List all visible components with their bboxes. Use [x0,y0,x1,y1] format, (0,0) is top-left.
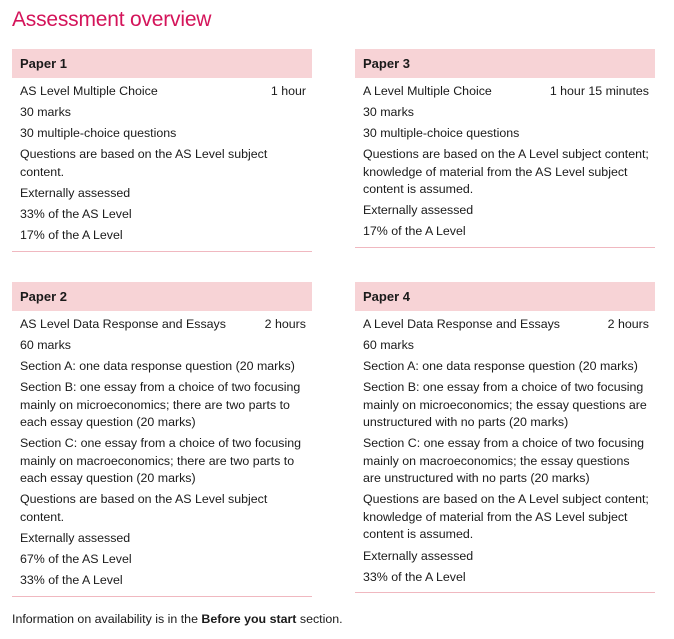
paper-4-line: Questions are based on the A Level subject content; knowledge of material from the AS Level subject content is assumed. [363,492,649,542]
paper-1-line: 33% of the AS Level [20,206,132,221]
paper-1-duration: 1 hour [270,84,306,98]
paper-1-line: Questions are based on the AS Level subject content. [20,147,268,179]
footnote-text-start: Information on availability is in the [12,612,202,626]
paper-2-line: Section A: one data response question (20 marks) [20,359,295,374]
paper-3-line: Questions are based on the A Level subject content; knowledge of material from the AS Level subject content is assumed. [363,147,649,197]
paper-1-title-row [20,83,312,101]
paper-4-header: Paper 4 [355,282,655,311]
paper-2-line: Section B: one essay from a choice of two focusing mainly on microeconomics; there are two parts to each essay question (20 marks) [20,380,301,430]
paper-1-line: Externally assessed [20,185,131,200]
paper-3-line: 17% of the A Level [363,224,466,239]
paper-4-line: Section B: one essay from a choice of two focusing mainly on microeconomics; the essay questions are unstructured with no parts (20 marks) [363,380,647,430]
paper-2-line: 33% of the A Level [20,573,123,588]
paper-2-panel [12,282,312,597]
paper-2-line: Section C: one essay from a choice of two focusing mainly on macroeconomics; there are two parts to each essay question (20 marks) [20,436,301,486]
availability-footnote [12,612,343,626]
paper-4-line: Section C: one essay from a choice of two focusing mainly on macroeconomics; the essay questions are unstructured with no parts (20 marks) [363,436,644,486]
paper-2-header: Paper 2 [12,282,312,311]
paper-3-header: Paper 3 [355,49,655,78]
footnote-section-link-text: Before you start [201,612,297,626]
paper-3-panel [355,49,655,248]
paper-1-line: 30 marks [20,105,71,120]
paper-2-line: Questions are based on the AS Level subject content. [20,492,268,524]
paper-2-line: 60 marks [20,338,71,353]
paper-4-title-row [363,316,655,334]
paper-4-name: A Level Data Response and Essays [363,317,560,331]
paper-3-body [355,78,655,248]
paper-2-name: AS Level Data Response and Essays [20,317,226,331]
footnote-text-end: section. [296,612,343,626]
paper-1-name: AS Level Multiple Choice [20,84,158,98]
paper-2-title-row [20,316,312,334]
paper-4-line: Externally assessed [363,548,474,563]
paper-4-duration: 2 hours [607,317,649,331]
paper-4-panel [355,282,655,593]
paper-2-body [12,311,312,597]
paper-2-line: Externally assessed [20,531,131,546]
paper-3-duration: 1 hour 15 minutes [549,84,649,98]
paper-4-line: 33% of the A Level [363,569,466,584]
paper-1-panel [12,49,312,252]
page-title: Assessment overview [12,8,212,31]
paper-1-body [12,78,312,252]
paper-4-body [355,311,655,593]
paper-3-title-row [363,83,655,101]
paper-1-line: 17% of the A Level [20,228,123,243]
paper-3-line: 30 multiple-choice questions [363,126,520,141]
paper-3-line: Externally assessed [363,203,474,218]
paper-3-line: 30 marks [363,105,414,120]
paper-2-duration: 2 hours [264,317,306,331]
paper-3-name: A Level Multiple Choice [363,84,492,98]
paper-1-line: 30 multiple-choice questions [20,126,177,141]
paper-4-line: Section A: one data response question (20 marks) [363,359,638,374]
paper-2-line: 67% of the AS Level [20,552,132,567]
paper-1-header: Paper 1 [12,49,312,78]
paper-4-line: 60 marks [363,338,414,353]
